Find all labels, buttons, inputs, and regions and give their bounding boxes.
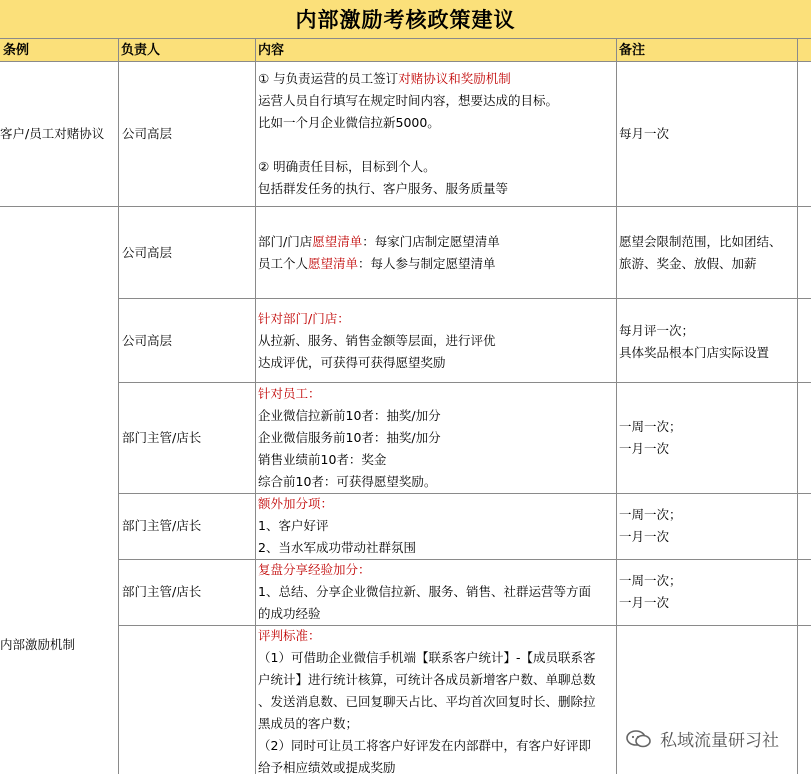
row5-note <box>619 504 797 548</box>
row2-note <box>619 231 797 275</box>
row4-line1: 企业微信拉新前10者：抽奖/加分 <box>258 408 441 423</box>
row1-line1-prefix: ① 与负责运营的员工签订 <box>258 71 399 86</box>
header-content: 内容 <box>255 39 616 62</box>
row2-line1-suffix: ：每家门店制定愿望清单 <box>362 234 500 249</box>
row6-owner: 部门主管/店长 <box>122 584 202 599</box>
row2-note-line1: 愿望会限制范围，比如团结、 <box>619 234 782 249</box>
row1-line2: 运营人员自行填写在规定时间内容，想要达成的目标。 <box>258 93 559 108</box>
row4-content <box>258 383 614 493</box>
row4-note-line2: 一月一次 <box>619 441 670 456</box>
page-title: 内部激励考核政策建议 <box>0 0 811 39</box>
row3-content <box>258 308 614 374</box>
row4-note <box>619 416 797 460</box>
row7-line3: 、发送消息数、已回复聊天占比、平均首次回复时长、删除拉 <box>258 694 596 709</box>
row4-owner: 部门主管/店长 <box>122 430 202 445</box>
grid-line <box>118 39 119 774</box>
row1-line1 <box>258 68 614 90</box>
row4-line4: 综合前10者：可获得愿望奖励。 <box>258 474 437 489</box>
row7-line4: 黑成员的客户数； <box>258 716 359 731</box>
watermark <box>622 724 783 753</box>
row2-line1-highlight: 愿望清单 <box>312 234 363 249</box>
row3-line2: 达成评优，可获得可获得愿望奖励 <box>258 355 446 370</box>
row1-line3: 比如一个月企业微信拉新5000。 <box>258 115 440 130</box>
row5-line1: 1、客户好评 <box>258 518 329 533</box>
row3-note <box>619 320 797 364</box>
row3-note-line1: 每月评一次； <box>619 323 695 338</box>
row1-note: 每月一次 <box>619 126 670 141</box>
row3-note-line2: 具体奖品根本门店实际设置 <box>619 345 770 360</box>
row2-line2-highlight: 愿望清单 <box>308 256 359 271</box>
row4-note-line1: 一周一次； <box>619 419 682 434</box>
row5-heading: 额外加分项： <box>258 496 334 511</box>
row6-line2: 的成功经验 <box>258 606 321 621</box>
header-category: 条例 <box>0 39 118 62</box>
row1-owner: 公司高层 <box>122 126 173 141</box>
row4-line2: 企业微信服务前10者：抽奖/加分 <box>258 430 441 445</box>
row1-line4: ② 明确责任目标，目标到个人。 <box>258 159 436 174</box>
row1-content <box>258 68 614 200</box>
row1-line1-highlight: 对赌协议和奖励机制 <box>398 71 511 86</box>
row4-heading: 针对员工： <box>258 386 321 401</box>
row4-line3: 销售业绩前10者：奖金 <box>258 452 387 467</box>
row2-note-line2: 旅游、奖金、放假、加薪 <box>619 256 757 271</box>
watermark-text: 私域流量研习社 <box>660 731 779 751</box>
row1-line5: 包括群发任务的执行、客户服务、服务质量等 <box>258 181 509 196</box>
grid-line <box>797 39 798 774</box>
row7-line2: 户统计】进行统计核算，可统计各成员新增客户数、单聊总数 <box>258 672 596 687</box>
row2-content <box>258 231 614 275</box>
row2-owner: 公司高层 <box>122 245 173 260</box>
row7-content <box>258 625 614 779</box>
row5-owner: 部门主管/店长 <box>122 518 202 533</box>
row2-line1-prefix: 部门/门店 <box>258 234 313 249</box>
grid-line <box>0 206 811 207</box>
row5-note-line1: 一周一次； <box>619 507 682 522</box>
row6-note-line2: 一月一次 <box>619 595 670 610</box>
row5-note-line2: 一月一次 <box>619 529 670 544</box>
row3-heading: 针对部门/门店： <box>258 311 350 326</box>
row6-line1: 1、总结、分享企业微信拉新、服务、销售、社群运营等方面 <box>258 584 591 599</box>
wechat-icon <box>626 729 652 749</box>
row1-category: 客户/员工对赌协议 <box>0 126 105 141</box>
row7-heading: 评判标准： <box>258 628 321 643</box>
row3-owner: 公司高层 <box>122 333 173 348</box>
grid-line <box>118 298 811 299</box>
row7-line1: （1）可借助企业微信手机端【联系客户统计】-【成员联系客 <box>258 650 596 665</box>
row2-line1 <box>258 231 614 253</box>
row6-heading: 复盘分享经验加分： <box>258 562 371 577</box>
row1-spacer <box>258 134 614 156</box>
row6-note <box>619 570 797 614</box>
row3-line1: 从拉新、服务、销售金额等层面，进行评优 <box>258 333 496 348</box>
grid-line <box>616 39 617 774</box>
row5-content <box>258 493 614 559</box>
row2-line2 <box>258 253 614 275</box>
row7-line5: （2）同时可让员工将客户好评发在内部群中，有客户好评即 <box>258 738 591 753</box>
row2-line2-prefix: 员工个人 <box>258 256 309 271</box>
row6-note-line1: 一周一次； <box>619 573 682 588</box>
header-note: 备注 <box>616 39 811 62</box>
row6-content <box>258 559 614 625</box>
row2-line2-suffix: ：每人参与制定愿望清单 <box>358 256 496 271</box>
header-owner: 负责人 <box>118 39 255 62</box>
group-category: 内部激励机制 <box>0 637 76 652</box>
row7-line6: 给予相应绩效或提成奖励 <box>258 760 396 775</box>
grid-line <box>255 39 256 774</box>
row5-line2: 2、当水军成功带动社群氛围 <box>258 540 416 555</box>
